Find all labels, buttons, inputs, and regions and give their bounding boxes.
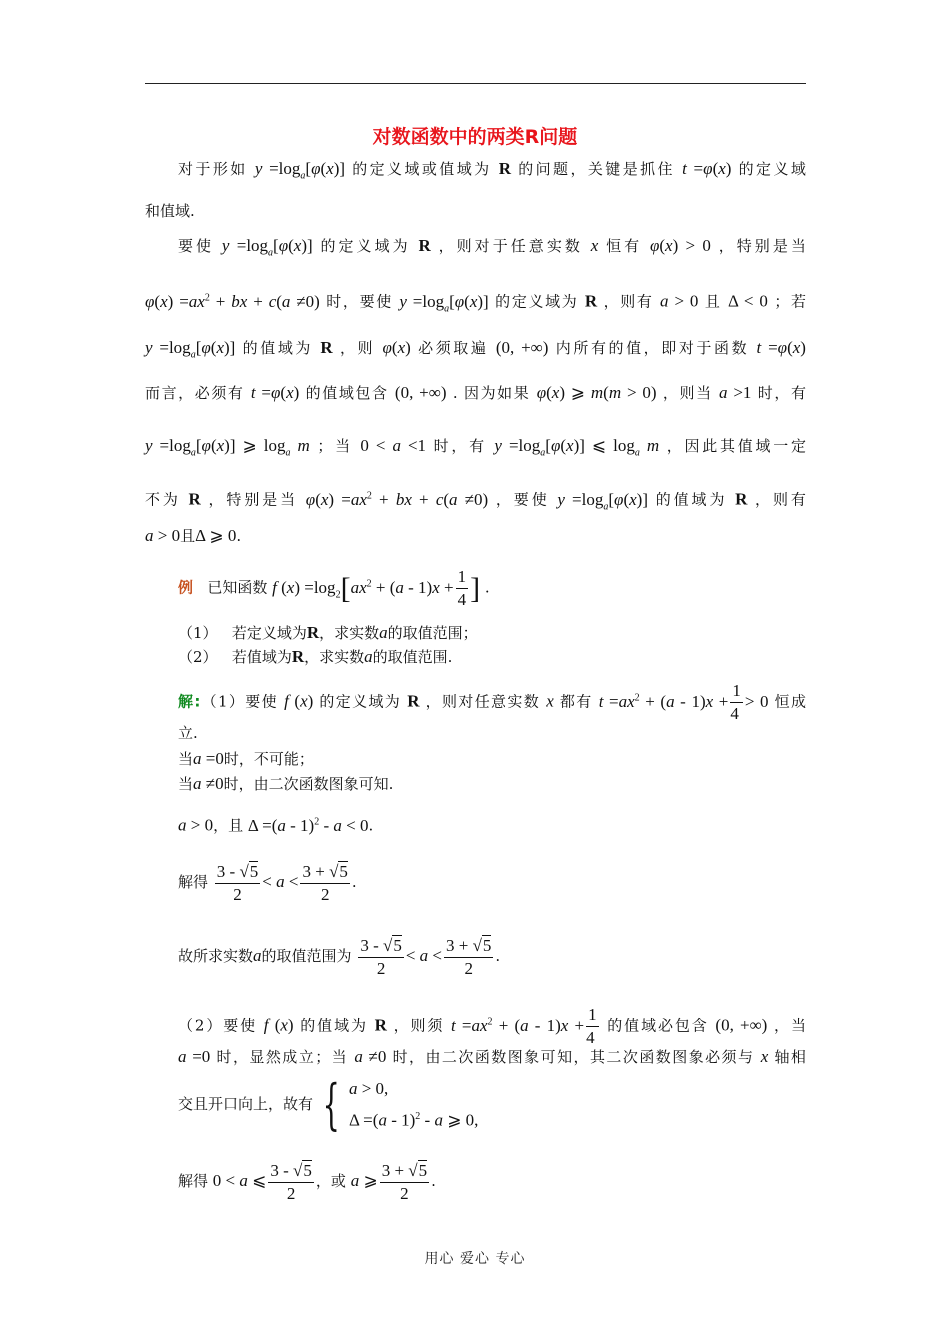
p3-line3: $y =\log_a[\varphi(x)]$ ⩾ $\log_a m$ ；当 0 < a <1 时，有 $y =\log_a[\varphi(x)]$ ⩽ $\log_a m$ ，因此其值域一定 (145, 436, 806, 459)
condition-line: a > 0，且 Δ =(a - 1)$^2$ - a < 0. (178, 815, 374, 835)
p2-line1: 要使 $y =\log_a[\varphi(x)]$ 的定义域为 R ，则对于任意实数 x 恒有 φ(x) > 0 ，特别是当 (178, 236, 806, 259)
page-title: 对数函数中的两类R问题 (372, 126, 578, 148)
solution2-line2: a =0 时，显然成立；当 a ≠0 时，由二次函数图象可知，其二次函数图象必须与 x 轴相 (178, 1047, 806, 1066)
example-q2: （2） 若值域为R，求实数a的取值范围. (178, 647, 453, 666)
p3-line1: $y =\log_a[\varphi(x)]$ 的值域为 R ，则 φ(x) 必须取遍 (0, +∞) 内所有的值，即对于函数 t =φ(x) (145, 338, 806, 361)
solution-line2: 立. (178, 724, 198, 742)
solution-line1: 解:（1）要使 f (x) 的定义域为 R ，则对任意实数 x 都有 $t =ax^2 + (a - 1)x$ + $\frac{1}{4}$ > 0 恒成 (178, 681, 806, 724)
solution2-system: 交且开口向上，故有 { a > 0, Δ =(a - 1)$^2$ - a ⩾ 0, (178, 1073, 479, 1136)
p3-line5: a > 0且Δ ⩾ 0. (145, 526, 242, 545)
case-a-nonzero: 当a ≠0时，由二次函数图象可知. (178, 774, 394, 793)
example-q1: （1） 若定义域为R，求实数a的取值范围； (178, 623, 478, 642)
header-rule (145, 83, 806, 84)
case-a-zero: 当a =0时，不可能； (178, 749, 314, 768)
result-line3: 解得 0 < a ⩽ $\frac{3 - √5}{2}$ ，或 a ⩾ $\frac{3 + √5}{2}$ . (178, 1160, 436, 1203)
result-line2: 故所求实数a的取值范围为 $\frac{3 - √5}{2}$ < a < $\frac{3 + √5}{2}$ . (178, 935, 501, 978)
solution2-line1: （2）要使 f (x) 的值域为 R ，则须 $t =ax^2 + (a - 1)x$ + $\frac{1}{4}$ 的值域必包含 (0, +∞) ，当 (178, 1005, 806, 1048)
p2-line2: $\varphi(x) =ax^2$ + bx + c(a ≠0) 时，要使 $y =\log_a[\varphi(x)]$ 的定义域为 R ，则有 a > 0 且 Δ < 0 ；若 (145, 291, 806, 315)
p3-line2: 而言，必须有 t =φ(x) 的值域包含 (0, +∞) . 因为如果 φ(x) ⩾ m(m > 0) ，则当 a >1 时，有 (145, 383, 806, 402)
p3-line4: 不为 R ，特别是当 $\varphi(x) =ax^2$ + bx + c(a ≠0) ，要使 $y =\log_a[\varphi(x)]$ 的值域为 R ，则有 (145, 489, 806, 513)
result-line1: 解得 $\frac{3 - √5}{2}$ < a < $\frac{3 + √5}{2}$ . (178, 861, 357, 904)
page-footer: 用心 爱心 专心 (424, 1251, 526, 1267)
p1-line2: 和值域. (145, 202, 195, 220)
p1-line1: 对于形如 $y =\log_a[\varphi(x)]$ 的定义域或值域为 R 的问题，关键是抓住 t =φ(x) 的定义域 (178, 159, 806, 182)
example-line: 例 已知函数 f $(x) =\log_2[ax^2 + (a - 1)x$ + $\frac{1}{4}$ ] . (178, 567, 490, 610)
